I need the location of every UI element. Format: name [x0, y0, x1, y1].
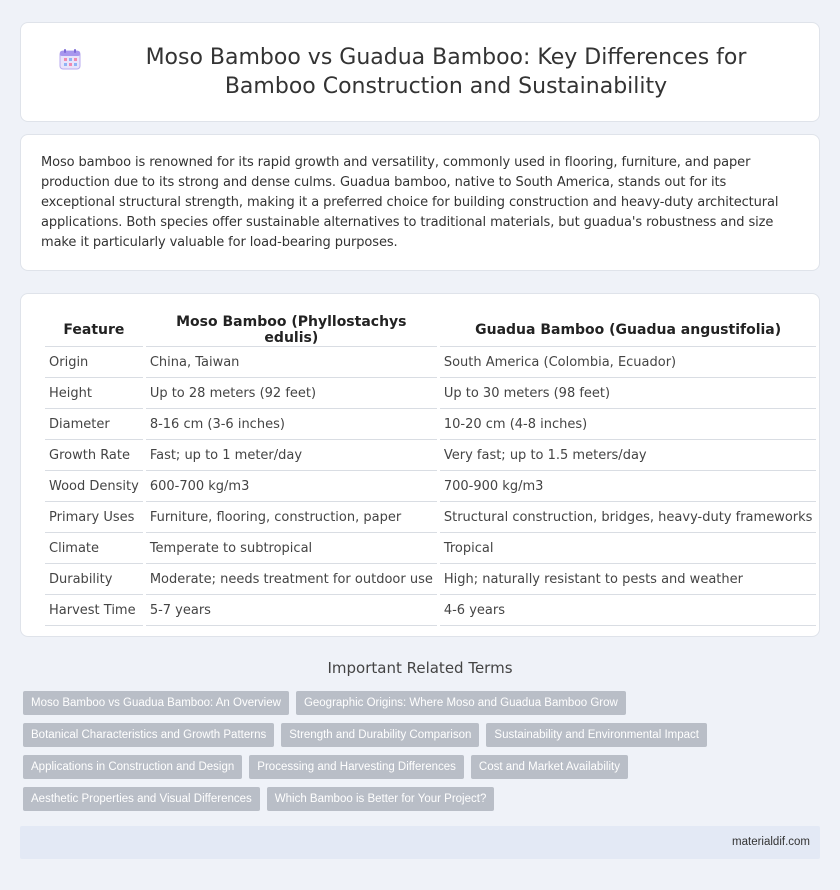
cell-moso: 5-7 years: [146, 595, 437, 626]
related-term-link[interactable]: Botanical Characteristics and Growth Patterns: [23, 723, 274, 747]
cell-guadua: Up to 30 meters (98 feet): [440, 378, 817, 409]
related-term-link[interactable]: Processing and Harvesting Differences: [249, 755, 464, 779]
cell-guadua: Structural construction, bridges, heavy-duty frameworks: [440, 502, 817, 533]
comparison-card: [20, 293, 820, 637]
cell-guadua: Tropical: [440, 533, 817, 564]
related-terms-title: Important Related Terms: [327, 659, 513, 677]
table-row: [45, 502, 816, 533]
cell-moso: Fast; up to 1 meter/day: [146, 440, 437, 471]
cell-guadua: High; naturally resistant to pests and weather: [440, 564, 817, 595]
cell-moso: 8-16 cm (3-6 inches): [146, 409, 437, 440]
intro-paragraph: Moso bamboo is renowned for its rapid growth and versatility, commonly used in flooring, furniture, and paper production due to its strong and dense culms. Guadua bamboo, native to South America, stands out for its exceptional structural strength, making it a preferred choice for building construction and heavy-duty architectural applications. Both species offer sustainable alternatives to traditional materials, but guadua's robustness and size make it particularly valuable for load-bearing purposes.: [41, 155, 779, 250]
related-term-link[interactable]: Applications in Construction and Design: [23, 755, 242, 779]
cell-moso: China, Taiwan: [146, 347, 437, 378]
table-row: [45, 533, 816, 564]
cell-guadua: 10-20 cm (4-8 inches): [440, 409, 817, 440]
cell-feature: Harvest Time: [45, 595, 143, 626]
cell-feature: Diameter: [45, 409, 143, 440]
cell-feature: Wood Density: [45, 471, 143, 502]
related-term-link[interactable]: Which Bamboo is Better for Your Project?: [267, 787, 495, 811]
cell-guadua: South America (Colombia, Ecuador): [440, 347, 817, 378]
cell-moso: Temperate to subtropical: [146, 533, 437, 564]
cell-feature: Origin: [45, 347, 143, 378]
footer: [20, 826, 820, 859]
title-card: [20, 22, 820, 122]
cell-moso: Furniture, flooring, construction, paper: [146, 502, 437, 533]
cell-moso: Moderate; needs treatment for outdoor use: [146, 564, 437, 595]
cell-feature: Growth Rate: [45, 440, 143, 471]
page-title: Moso Bamboo vs Guadua Bamboo: Key Differences for Bamboo Construction and Sustainability: [145, 45, 747, 99]
header-feature: Feature: [45, 314, 143, 347]
table-row: [45, 409, 816, 440]
table-row: [45, 595, 816, 626]
table-row: [45, 347, 816, 378]
related-term-link[interactable]: Sustainability and Environmental Impact: [486, 723, 707, 747]
related-terms-row: [23, 723, 823, 747]
cell-feature: Durability: [45, 564, 143, 595]
related-term-link[interactable]: Strength and Durability Comparison: [281, 723, 479, 747]
cell-feature: Primary Uses: [45, 502, 143, 533]
cell-guadua: 4-6 years: [440, 595, 817, 626]
table-header-row: [45, 314, 816, 347]
cell-feature: Height: [45, 378, 143, 409]
header-moso: Moso Bamboo (Phyllostachys edulis): [146, 314, 437, 347]
related-terms-row: [23, 787, 823, 811]
cell-guadua: Very fast; up to 1.5 meters/day: [440, 440, 817, 471]
intro-card: [20, 134, 820, 271]
table-row: [45, 378, 816, 409]
footer-site: materialdif.com: [732, 836, 810, 848]
related-terms-row: [23, 691, 823, 715]
related-term-link[interactable]: Geographic Origins: Where Moso and Guadua Bamboo Grow: [296, 691, 626, 715]
cell-guadua: 700-900 kg/m3: [440, 471, 817, 502]
cell-feature: Climate: [45, 533, 143, 564]
cell-moso: Up to 28 meters (92 feet): [146, 378, 437, 409]
related-term-link[interactable]: Aesthetic Properties and Visual Differences: [23, 787, 260, 811]
related-term-link[interactable]: Cost and Market Availability: [471, 755, 628, 779]
table-row: [45, 440, 816, 471]
header-guadua: Guadua Bamboo (Guadua angustifolia): [440, 314, 817, 347]
related-terms-row: [23, 755, 823, 779]
related-terms-list: [23, 691, 823, 819]
related-term-link[interactable]: Moso Bamboo vs Guadua Bamboo: An Overview: [23, 691, 289, 715]
table-row: [45, 564, 816, 595]
cell-moso: 600-700 kg/m3: [146, 471, 437, 502]
table-row: [45, 471, 816, 502]
comparison-table: [42, 314, 819, 626]
